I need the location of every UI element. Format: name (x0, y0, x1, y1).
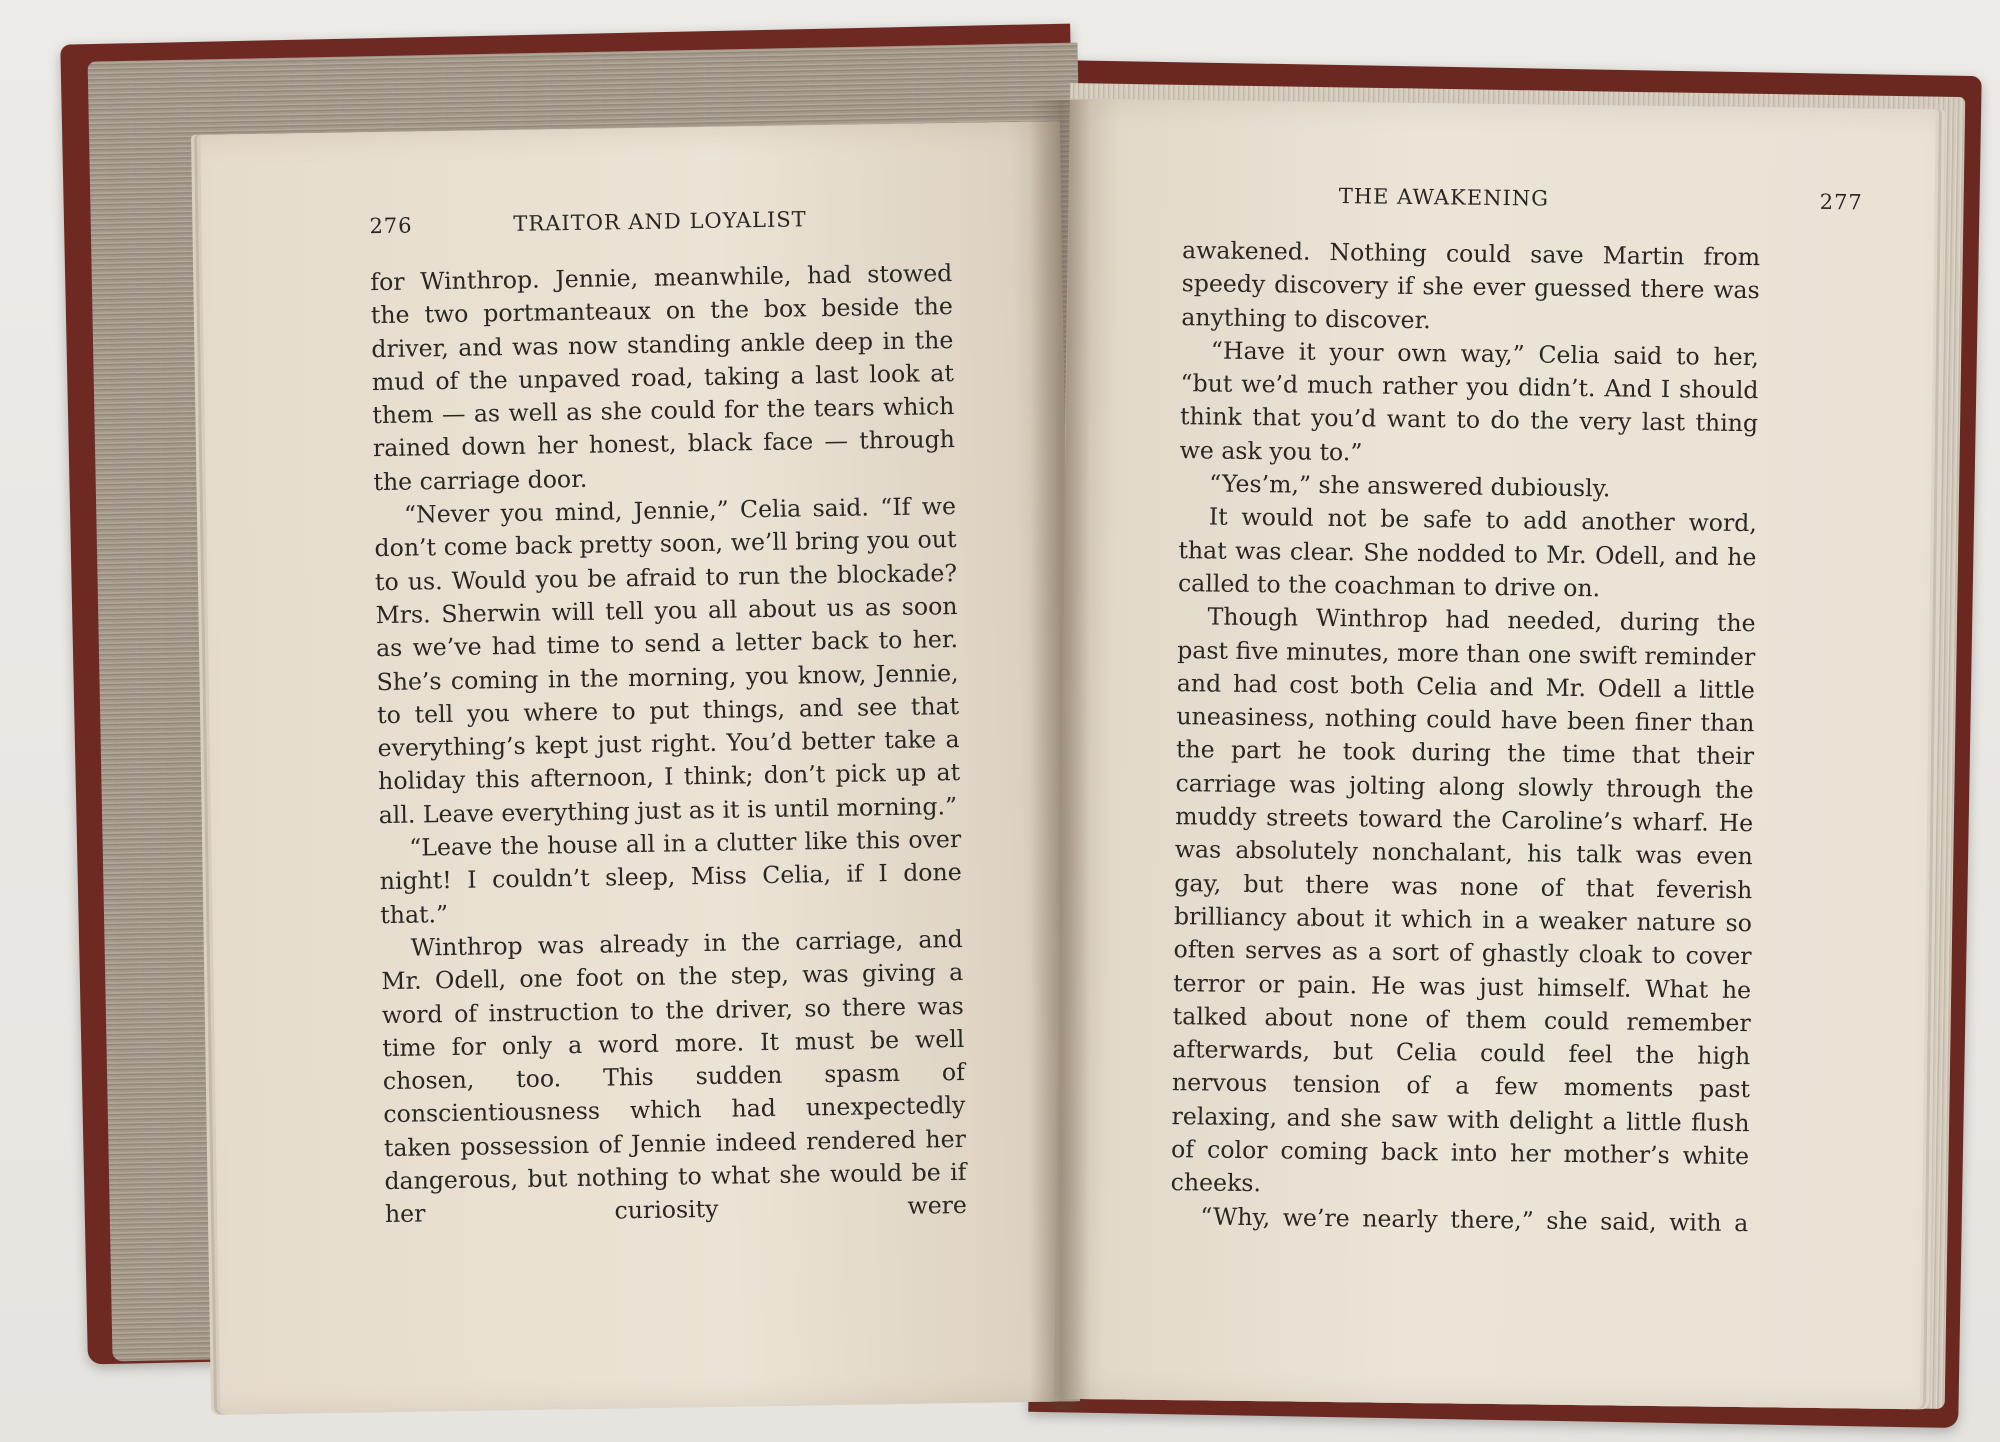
paragraph: “Leave the house all in a clutter like this over night! I couldn’t sleep, Miss Celia, if I done that.” (379, 825, 962, 929)
left-page (200, 121, 1080, 1414)
left-page-text (370, 257, 967, 1232)
paragraph: “Have it your own way,” Celia said to her, “but we’d much rather you didn’t. And I should think that you’d want to do the very last thing we ask you to.” (1179, 336, 1760, 467)
paragraph: “Yes’m,” she answered dubiously. (1209, 469, 1611, 503)
paragraph: Though Winthrop had needed, during the past five minutes, more than one swift reminder and had cost both Celia and Mr. Odell a little uneasiness, nothing could have been finer than the part he took during the time that their carriage was jolting along slowly through the muddy streets toward the Caroline’s wharf. He was absolutely nonchalant, his talk was even gay, but there was none of that feverish brilliancy about it which in a weaker nature so often serves as a sort of ghastly cloak to cover terror or pain. He was just himself. What he talked about none of them could remember afterwards, but Celia could feel the high nervous tension of a few moments past relaxing, and she saw with delight a little flush of color coming back into her mother’s white cheeks. (1170, 602, 1756, 1198)
paragraph: awakened. Nothing could save Martin from speedy discovery if she ever guessed there was anything to discover. (1181, 236, 1761, 334)
running-head-left (201, 203, 1061, 247)
page-number-right: 277 (1819, 189, 1863, 215)
paragraph: Winthrop was already in the carriage, and Mr. Odell, one foot on the step, was giving a word of instruction to the driver, so there was time for only a word more. It must be well chosen, too. This sudden spasm of conscientiousness which had unexpectedly taken possession of Jennie indeed rendered her dangerous, but nothing to what she would be if her curiosity were (381, 924, 968, 1229)
right-page-text (1170, 234, 1760, 1240)
page-number-left: 276 (369, 213, 413, 239)
paragraph: “Never you mind, Jennie,” Celia said. “If we don’t come back pretty soon, we’ll bring you out to us. Would you be afraid to run the blockade? Mrs. Sherwin will tell you all about us as soon as we’ve had time to send a letter back to her. She’s coming in the morning, you know, Jennie, to tell you where to put things, and see that everything’s kept just right. You’d better take a holiday this afternoon, I think; don’t pick up at all. Leave everything just as it is until morning.” (374, 492, 961, 829)
running-head-title-left: TRAITOR AND LOYALIST (513, 207, 807, 236)
paragraph: “Why, we’re nearly there,” she said, with a (1200, 1202, 1749, 1237)
right-page (1054, 99, 1936, 1409)
running-head-title-right: THE AWAKENING (1338, 184, 1550, 211)
running-head-right (1069, 181, 1935, 222)
paragraph: for Winthrop. Jennie, meanwhile, had stowed the two portmanteaux on the box beside the driver, and was now standing ankle deep in the mud of the unpaved road, taking a last look at them — as well as she could for the tears which rained down her honest, black face — through the carriage door. (370, 259, 956, 496)
paragraph: It would not be safe to add another word, that was clear. She nodded to Mr. Odell, and he called to the coachman to drive on. (1177, 502, 1758, 603)
